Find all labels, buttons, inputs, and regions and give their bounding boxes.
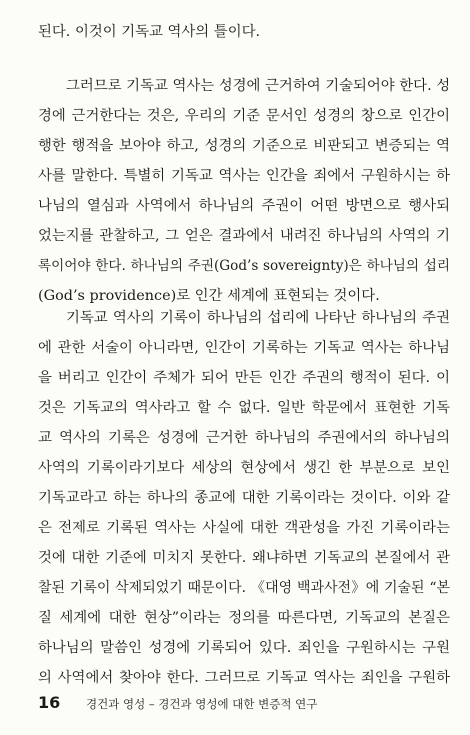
body-paragraph-history-based-on-scripture (38, 71, 450, 311)
text-line: 기독교 역사의 기록이 하나님의 섭리에 나타난 하나님의 주권 (66, 310, 450, 326)
text-line: 었는지를 관찰하고, 그 얻은 결과에서 내려진 하나님의 사역의 기 (38, 228, 450, 244)
text-line: 것은 기독교의 역사라고 할 수 없다. 일반 학문에서 표현한 기독 (38, 400, 450, 416)
page-footer (38, 692, 450, 714)
text-line: 경에 근거한다는 것은, 우리의 기준 문서인 성경의 창으로 인간이 (38, 108, 450, 124)
text-line: 사를 말한다. 특별히 기독교 역사는 인간을 죄에서 구원하시는 하 (38, 168, 450, 184)
text-line: 교 역사의 기록은 성경에 근거한 하나님의 주권에서의 하나님의 (38, 430, 450, 446)
text-line: 사역의 기록이라기보다 세상의 현상에서 생긴 한 부분으로 보인 (38, 460, 450, 476)
running-head: 경건과 영성 – 경건과 영성에 대한 변증적 연구 (86, 697, 318, 711)
text-line: 기독교라고 하는 하나의 종교에 대한 기록이라는 것이다. 이와 같 (38, 490, 450, 506)
text-line: 에 관한 서술이 아니라면, 인간이 기록하는 기독교 역사는 하나님 (38, 340, 450, 356)
page-number: 16 (38, 693, 61, 712)
body-paragraph-continuation (38, 17, 450, 47)
text-line: 것에 대한 기준에 미치지 못한다. 왜냐하면 기독교의 본질에서 관 (38, 550, 450, 566)
text-line: 은 전제로 기록된 역사는 사실에 대한 객관성을 가진 기록이라는 (38, 520, 450, 536)
text-line: 을 버리고 인간이 주체가 되어 만든 인간 주권의 행적이 된다. 이 (38, 370, 450, 386)
text-line: 그러므로 기독교 역사는 성경에 근거하여 기술되어야 한다. 성 (66, 78, 450, 94)
text-line: 록이어야 한다. 하나님의 주권(God’s sovereignty)은 하나님의 섭리 (38, 258, 450, 274)
text-line: 하나님의 말씀인 성경에 기록되어 있다. 죄인을 구원하시는 구원 (38, 640, 450, 656)
text-line: 찰된 기록이 삭제되었기 때문이다. 《대영 백과사전》에 기술된 “본 (38, 580, 450, 596)
body-paragraph-record-of-sovereignty (38, 303, 450, 693)
text-line: 질 세계에 대한 현상”이라는 정의를 따른다면, 기독교의 본질은 (38, 610, 450, 626)
text-line: 나님의 열심과 사역에서 하나님의 주권이 어떤 방면으로 행사되 (38, 198, 450, 214)
text-line: 된다. 이것이 기독교 역사의 틀이다. (38, 24, 261, 40)
text-line: 행한 행적을 보아야 하고, 성경의 기준으로 비판되고 변증되는 역 (38, 138, 450, 154)
text-line: 의 사역에서 찾아야 한다. 그러므로 기독교 역사는 죄인을 구원하 (38, 670, 450, 686)
text-line: (God’s providence)로 인간 세계에 표현되는 것이다. (38, 288, 380, 304)
